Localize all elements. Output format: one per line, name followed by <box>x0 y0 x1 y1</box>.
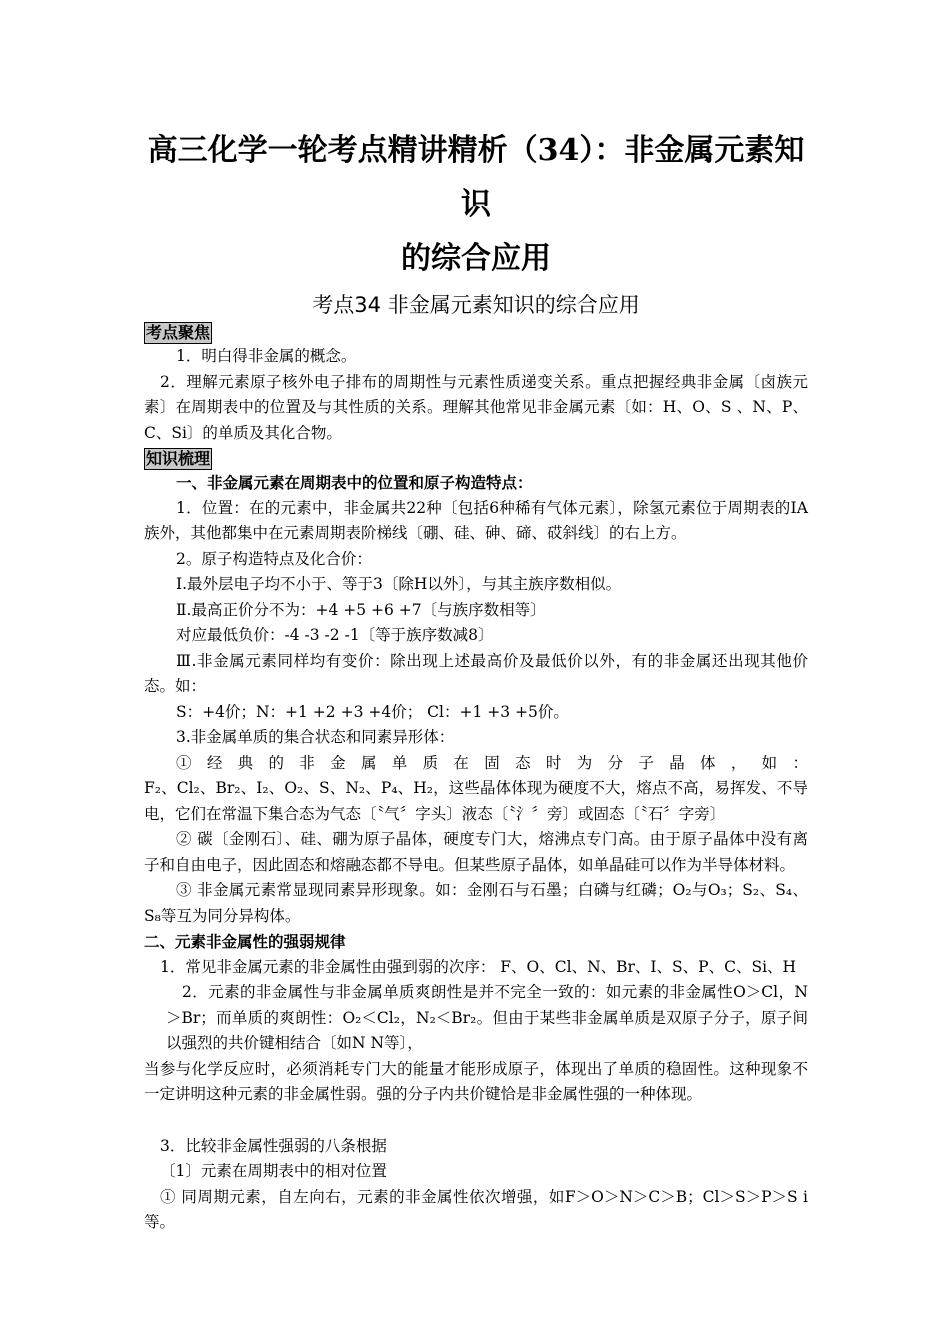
document-title <box>144 124 808 286</box>
paragraph: Ⅰ.最外层电子均不小于、等于3〔除H以外〕，与其主族序数相似。 <box>176 575 622 593</box>
paragraph: Ⅲ.非金属元素同样均有变价：除出现上述最高价及最低价以外，有的非金属还出现其他价态。如： <box>144 651 808 695</box>
paragraph: S：+4价；N：+1 +2 +3 +4价； Cl：+1 +3 +5价。 <box>176 702 569 721</box>
paragraph: 〔1〕元素在周期表中的相对位置 <box>160 1162 387 1180</box>
paragraph: 1．位置：在的元素中，非金属共22种〔包括6种稀有气体元素〕，除氢元素位于周期表的ⅠA族外，其他都集中在元素周期表阶梯线〔硼、硅、砷、碲、砹斜线〕的右上方。 <box>144 498 808 542</box>
title-line-2: 的综合应用 <box>401 241 551 276</box>
paragraph: 当参与化学反应时，必须消耗专门大的能量才能形成原子，体现出了单质的稳固性。这种现象不一定讲明这种元素的非金属性弱。强的分子内共价键恰是非金属性强的一种体现。 <box>144 1059 808 1103</box>
section-knowledge <box>144 446 808 1236</box>
section-label-focus: 考点聚焦 <box>146 323 211 342</box>
paragraph: 2．元素的非金属性与非金属单质爽朗性是并不完全一致的：如元素的非金属性O＞Cl，N＞Br；而单质的爽朗性：O₂＜Cl₂，N₂＜Br₂。但由于某些非金属单质是双原子分子，原子间以强烈的共价键相结合〔如N N等〕， <box>166 983 808 1052</box>
paragraph: 3．比较非金属性强弱的八条根据 <box>160 1136 387 1155</box>
paragraph: ① 经 典 的 非 金 属 单 质 在 固 态 时 为 分 子 晶 体 ， 如 ： <box>176 753 808 772</box>
paragraph: 2．理解元素原子核外电子排布的周期性与元素性质递变关系。重点把握经典非金属〔卤族元素〕在周期表中的位置及与其性质的关系。理解其他常见非金属元素〔如：H、O、S 、N、P、C、Si〕的单质及其化合物。 <box>144 372 808 442</box>
paragraph: ① 同周期元素，自左向右，元素的非金属性依次增强，如F＞O＞N＞C＞B；Cl＞S＞P＞S i等。 <box>144 1187 808 1231</box>
spacer <box>144 1108 808 1134</box>
paragraph: 2。原子构造特点及化合价： <box>176 549 372 568</box>
heading-1: 一、非金属元素在周期表中的位置和原子构造特点： <box>176 473 533 492</box>
paragraph: ② 碳〔金刚石〕、硅、硼为原子晶体，硬度专门大，熔沸点专门高。由于原子晶体中没有离子和自由电子，因此固态和熔融态都不导电。但某些原子晶体，如单晶硅可以作为半导体材料。 <box>144 830 808 874</box>
paragraph: 3.非金属单质的集合状态和同素异形体： <box>176 728 455 746</box>
paragraph: F₂、Cl₂、Br₂、I₂、O₂、S、N₂、P₄、H₂，这些晶体体现为硬度不大，熔点不高，易挥发、不导电，它们在常温下集合态为气态〔〝气〞字头〕液态〔〝氵〞旁〕或固态〔〝石〞字旁〕 <box>144 779 808 823</box>
heading-2: 二、元素非金属性的强弱规律 <box>144 932 346 951</box>
document-page <box>144 0 808 1236</box>
paragraph: 1．明白得非金属的概念。 <box>176 347 357 365</box>
section-label-knowledge: 知识梳理 <box>146 449 211 468</box>
paragraph: 1．常见非金属元素的非金属性由强到弱的次序： F、O、Cl、N、Br、I、S、P、C、Si、H <box>160 957 797 976</box>
section-focus <box>144 320 808 446</box>
paragraph: Ⅱ.最高正价分不为：+4 +5 +6 +7〔与族序数相等〕 <box>176 600 546 619</box>
paragraph: ③ 非金属元素常显现同素异形现象。如：金刚石与石墨；白磷与红磷；O₂与O₃；S₂、S₄、S₈等互为同分异构体。 <box>144 881 808 925</box>
title-line-1: 高三化学一轮考点精讲精析（34）：非金属元素知识 <box>147 133 805 222</box>
paragraph: 对应最低负价：-4 -3 -2 -1〔等于族序数减8〕 <box>176 626 494 644</box>
document-subtitle: 考点34 非金属元素知识的综合应用 <box>312 293 640 317</box>
